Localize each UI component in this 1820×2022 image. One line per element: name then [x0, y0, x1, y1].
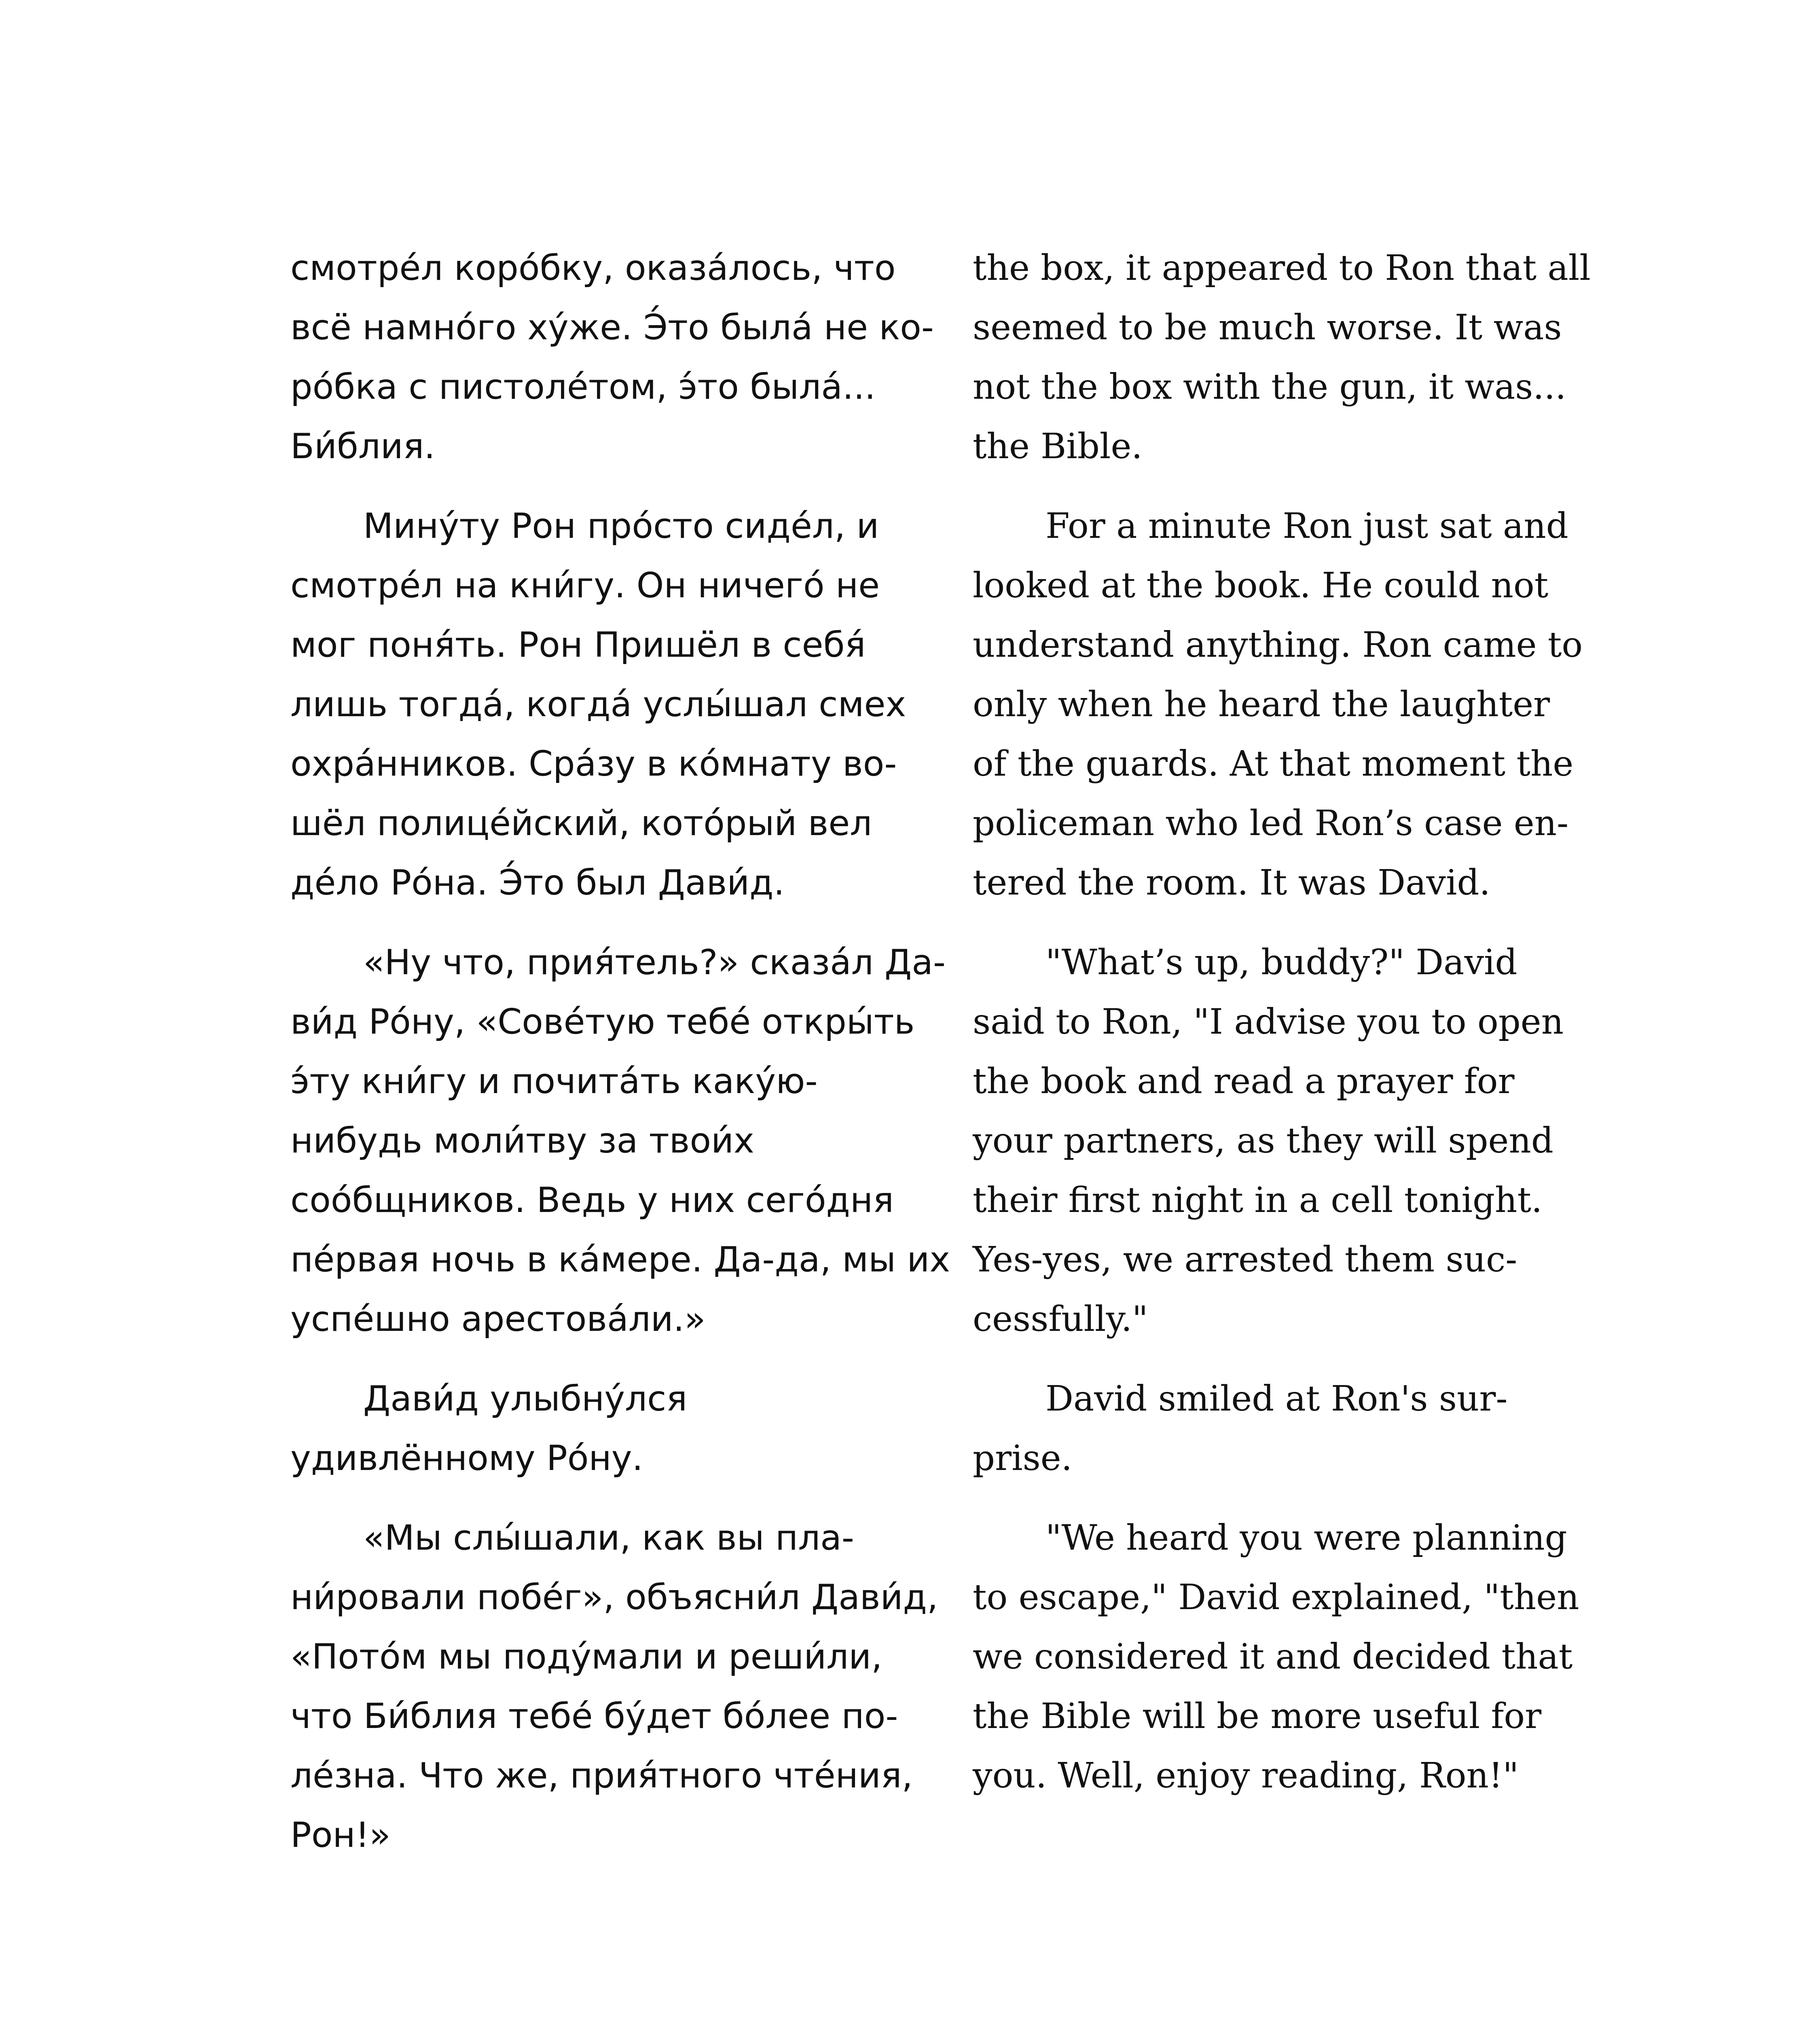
text-line: лишь тогда́, когда́ услы́шал смех	[290, 684, 906, 725]
text-line: «Пото́м мы поду́мали и реши́ли,	[290, 1637, 882, 1677]
text-line: всё намно́го ху́же. Э́то была́ не ко-	[290, 307, 934, 348]
text-line: you. Well, enjoy reading, Ron!"	[973, 1756, 1519, 1796]
text-line: the book and read a prayer for	[973, 1061, 1515, 1102]
text-line: David smiled at Ron's sur-	[1045, 1379, 1508, 1419]
text-line: охра́нников. Сра́зу в ко́мнату во-	[290, 744, 897, 784]
text-line: cessfully."	[973, 1299, 1148, 1339]
english-paragraph-4	[973, 1369, 1579, 1488]
text-line: tered the room. It was David.	[973, 863, 1490, 903]
text-line: seemed to be much worse. It was	[973, 307, 1562, 348]
text-line: Yes-yes, we arrested them suc-	[973, 1239, 1517, 1280]
text-line: prise.	[973, 1438, 1073, 1478]
text-line: мог поня́ть. Рон Пришёл в себя́	[290, 625, 866, 665]
text-line: Рон!»	[290, 1815, 391, 1855]
english-paragraph-5	[973, 1508, 1579, 1806]
text-line: ни́ровали побе́г», объясни́л Дави́д,	[290, 1577, 938, 1618]
text-line: we considered it and decided that	[973, 1637, 1573, 1677]
russian-paragraph-2	[290, 497, 933, 913]
text-line: ро́бка с пистоле́том, э́то была́...	[290, 367, 876, 407]
russian-paragraph-4	[290, 1369, 933, 1488]
russian-paragraph-1	[290, 239, 933, 476]
text-line: успе́шно арестова́ли.»	[290, 1299, 706, 1339]
text-line: the box, it appeared to Ron that all	[973, 248, 1591, 288]
text-line: not the box with the gun, it was...	[973, 367, 1566, 407]
text-line: смотре́л коро́бку, оказа́лось, что	[290, 248, 896, 288]
text-line: "We heard you were planning	[1045, 1518, 1567, 1558]
text-line: Мину́ту Рон про́сто сиде́л, и	[363, 506, 879, 546]
text-line: "What’s up, buddy?" David	[1045, 942, 1517, 983]
text-line: «Мы слы́шали, как вы пла-	[363, 1518, 854, 1558]
text-line: пе́рвая ночь в ка́мере. Да-да, мы их	[290, 1239, 950, 1280]
text-line: looked at the book. He could not	[973, 565, 1549, 606]
text-line: their first night in a cell tonight.	[973, 1180, 1543, 1220]
text-line: э́ту кни́гу и почита́ть каку́ю-	[290, 1061, 818, 1102]
text-line: only when he heard the laughter	[973, 684, 1550, 725]
text-line: де́ло Ро́на. Э́то был Дави́д.	[290, 863, 785, 903]
english-paragraph-1	[973, 239, 1591, 476]
text-line: ви́д Ро́ну, «Сове́тую тебе́ откры́ть	[290, 1002, 915, 1042]
text-line: нибудь моли́тву за твои́х	[290, 1121, 754, 1161]
english-column	[973, 239, 1591, 1826]
text-line: шёл полице́йский, кото́рый вел	[290, 803, 872, 844]
text-line: удивлённому Ро́ну.	[290, 1438, 643, 1478]
english-paragraph-3	[973, 933, 1579, 1349]
text-line: «Ну что, прия́тель?» сказа́л Да-	[363, 942, 946, 983]
text-line: соо́бщников. Ведь у них сего́дня	[290, 1180, 894, 1220]
text-line: said to Ron, "I advise you to open	[973, 1002, 1564, 1042]
russian-paragraph-3	[290, 933, 950, 1349]
text-line: policeman who led Ron’s case en-	[973, 803, 1569, 844]
english-paragraph-2	[973, 497, 1583, 913]
text-line: Дави́д улыбну́лся	[363, 1379, 688, 1419]
text-line: the Bible will be more useful for	[973, 1696, 1542, 1736]
text-line: to escape," David explained, "then	[973, 1577, 1579, 1618]
text-line: Би́блия.	[290, 426, 435, 467]
text-line: the Bible.	[973, 426, 1143, 467]
russian-paragraph-5	[290, 1508, 938, 1865]
text-line: ле́зна. Что же, прия́тного чте́ния,	[290, 1756, 913, 1796]
text-line: understand anything. Ron came to	[973, 625, 1583, 665]
russian-column	[290, 239, 950, 1885]
text-line: смотре́л на кни́гу. Он ничего́ не	[290, 565, 880, 606]
text-line: your partners, as they will spend	[973, 1121, 1553, 1161]
text-line: of the guards. At that moment the	[973, 744, 1574, 784]
text-line: что Би́блия тебе́ бу́дет бо́лее по-	[290, 1696, 898, 1736]
text-line: For a minute Ron just sat and	[1045, 506, 1568, 546]
